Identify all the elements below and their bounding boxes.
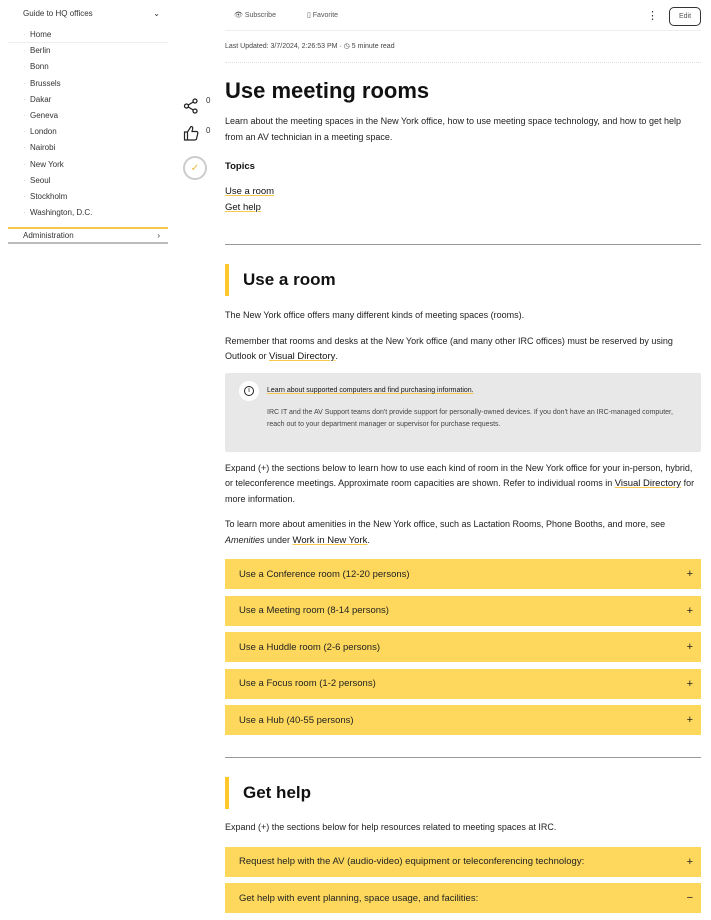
accordion-label: Request help with the AV (audio-video) equipment or teleconferencing technology: [239, 856, 585, 867]
paragraph [225, 461, 701, 508]
sidebar-item-stockholm[interactable]: · Stockholm [8, 189, 168, 205]
section-heading-get-help: Get help [225, 777, 701, 809]
accordion-av-help[interactable] [225, 847, 701, 877]
text: . [335, 351, 338, 361]
sidebar-item-bonn[interactable]: · Bonn [8, 59, 168, 75]
divider [225, 757, 701, 758]
share-icon[interactable] [183, 98, 199, 114]
text: Amenities [225, 534, 265, 545]
sidebar-item-london[interactable]: · London [8, 124, 168, 140]
divider [225, 244, 701, 245]
sidebar-item-geneva[interactable]: · Geneva [8, 108, 168, 124]
callout-text: IRC IT and the AV Support teams don't provide support for personally-owned devices. If you don't have an IRC-managed computer, reach out to your department manager or supervisor for purchase requests. [267, 408, 673, 428]
expand-icon: + [686, 604, 693, 617]
sidebar-item-home[interactable]: · Home [8, 27, 168, 43]
section-label: Guide to HQ offices [23, 9, 93, 18]
thumbs-up-icon[interactable] [183, 125, 199, 141]
main-content [225, 0, 701, 920]
page-title: Use meeting rooms [225, 78, 430, 103]
accordion-label: Get help with event planning, space usage, and facilities: [239, 892, 479, 904]
text: Remember that rooms and desks at the New York office (and many other IRC offices) must be reserved by using Outlook or [225, 335, 673, 361]
text: . [367, 534, 370, 545]
favorite-button[interactable]: ▯ Favorite [306, 12, 339, 19]
article-meta [225, 42, 701, 63]
sidebar-item-brussels[interactable]: · Brussels [8, 76, 168, 92]
collapse-icon: − [686, 892, 693, 904]
accordion-label: Use a Conference room (12-20 persons) [239, 568, 410, 580]
accordion-label: Use a Hub (40-55 persons) [239, 714, 354, 726]
sidebar-item-new-york[interactable]: · New York [8, 157, 168, 173]
action-rail [183, 96, 213, 180]
mark-complete-check-icon[interactable]: ✓ [183, 156, 207, 180]
topic-link-get-help[interactable]: Get help [225, 201, 261, 213]
top-bar [225, 0, 701, 31]
paragraph [225, 334, 701, 365]
edit-button[interactable]: Edit [669, 7, 701, 26]
paragraph [225, 517, 701, 548]
section-heading-use-a-room: Use a room [225, 264, 701, 296]
accordion-hub[interactable] [225, 705, 701, 735]
paragraph: The New York office offers many different kinds of meeting spaces (rooms). [225, 310, 525, 320]
expand-icon: + [686, 855, 693, 868]
sidebar-item-administration[interactable] [8, 227, 168, 244]
supported-computers-link[interactable]: Learn about supported computers and find purchasing information. [267, 387, 474, 394]
sidebar-section-guide[interactable] [8, 0, 168, 27]
sidebar-item-berlin[interactable]: · Berlin [8, 43, 168, 59]
accordion-event-planning[interactable] [225, 883, 701, 913]
expand-icon: + [686, 568, 693, 580]
text: under [264, 534, 293, 545]
accordion-conference-room[interactable] [225, 559, 701, 589]
expand-icon: + [686, 641, 693, 653]
last-updated: Last Updated: 3/7/2024, 2:26:53 PM [225, 43, 338, 50]
visual-directory-link[interactable]: Visual Directory [614, 478, 682, 489]
topic-link-use-a-room[interactable]: Use a room [225, 186, 275, 197]
expand-icon: + [686, 677, 693, 690]
share-count: 0 [206, 96, 211, 105]
chevron-down-icon: ⌄ [153, 9, 160, 18]
subscribe-button[interactable]: 👁︎ Subscribe [234, 12, 276, 19]
like-count: 0 [206, 126, 211, 135]
info-icon: i [239, 381, 259, 401]
accordion-huddle-room[interactable] [225, 632, 701, 662]
topics-heading: Topics [225, 161, 255, 172]
paragraph: Expand (+) the sections below for help resources related to meeting spaces at IRC. [225, 822, 557, 832]
expand-icon: + [686, 714, 693, 726]
sidebar-item-nairobi[interactable]: · Nairobi [8, 140, 168, 156]
visual-directory-link[interactable]: Visual Directory [269, 351, 336, 362]
info-callout [225, 373, 701, 452]
sidebar-item-washington[interactable]: · Washington, D.C. [8, 205, 168, 221]
text: To learn more about amenities in the New York office, such as Lactation Rooms, Phone Booths, and more, see [225, 519, 666, 529]
sidebar [8, 0, 168, 244]
clock-icon: ◷ [343, 43, 350, 50]
read-time: 5 minute read [351, 43, 395, 50]
subscribe-label: Subscribe [244, 12, 276, 19]
accordion-label: Use a Huddle room (2-6 persons) [239, 641, 380, 653]
work-in-new-york-link[interactable]: Work in New York [292, 534, 368, 546]
accordion-label: Use a Meeting room (8-14 persons) [239, 605, 389, 616]
accordion-meeting-room[interactable] [225, 596, 701, 626]
accordion-label: Use a Focus room (1-2 persons) [239, 678, 376, 689]
admin-label: Administration [23, 231, 74, 241]
text: Expand (+) the sections below to learn how to use each kind of room in the New York office for your in-person, hybrid, or teleconference meetings. Approximate room capacities are shown. Refer to individual rooms in [225, 462, 693, 488]
accordion-focus-room[interactable] [225, 669, 701, 699]
lead-paragraph: Learn about the meeting spaces in the New York office, how to use meeting space technology, and how to get help from an AV technician in a meeting space. [225, 116, 681, 142]
more-options-icon[interactable]: ⋮ [647, 10, 658, 22]
text: for more information. [225, 478, 695, 504]
sidebar-item-dakar[interactable]: · Dakar [8, 92, 168, 108]
sidebar-item-seoul[interactable]: · Seoul [8, 173, 168, 189]
chevron-right-icon: › [157, 231, 160, 241]
separator: · [339, 43, 342, 50]
favorite-label: Favorite [312, 12, 339, 19]
